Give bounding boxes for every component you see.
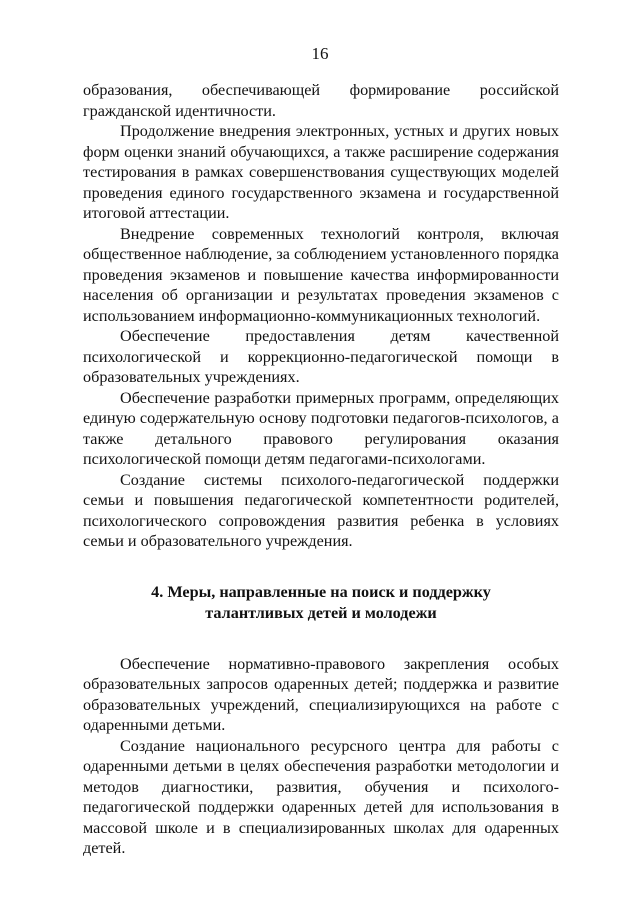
- paragraph-gifted-legal: Обеспечение нормативно-правового закрепления особых образовательных запросов одаренных детей; поддержка и развитие образовательных учреждений, специализирующихся на работе с одаренными детьми.: [83, 654, 559, 734]
- paragraph-control-technologies: Внедрение современных технологий контроля, включая общественное наблюдение, за соблюдением установленного порядка проведения экзаменов и повышение качества информированности населения об организации и результатах проведения экзаменов с использованием информационно-коммуникационных технологий.: [83, 224, 559, 325]
- page-number: 16: [311, 44, 329, 63]
- section-heading: [83, 582, 559, 624]
- paragraph-continuation: образования, обеспечивающей формирование российской гражданской идентичности.: [83, 81, 559, 120]
- paragraph-program-development: Обеспечение разработки примерных программ, определяющих единую содержательную основу подготовки педагогов-психологов, а также детального правового регулирования оказания психологической помощи детям педагогами-психологами.: [83, 388, 559, 468]
- document-body: [83, 80, 559, 859]
- paragraph-exam-forms: Продолжение внедрения электронных, устных и других новых форм оценки знаний обучающихся, а также расширение содержания тестирования в рамках совершенствования существующих моделей проведения единого государственного экзамена и государственной итоговой аттестации.: [83, 122, 559, 222]
- paragraph-psychological-help: Обеспечение предоставления детям качественной психологической и коррекционно-педагогической помощи в образовательных учреждениях.: [83, 327, 559, 386]
- section-heading-line-2: талантливых детей и молодежи: [205, 603, 437, 622]
- paragraph-family-support: Создание системы психолого-педагогической поддержки семьи и повышения педагогической компетентности родителей, психологического сопровождения развития ребенка в условиях семьи и образовательного учреждения.: [83, 470, 559, 550]
- paragraph-resource-center: Создание национального ресурсного центра для работы с одаренными детьми в целях обеспечения разработки методологии и методов диагностики, развития, обучения и психолого-педагогической поддержки одаренных детей для использования в массовой школе и в специализированных школах для одаренных детей.: [83, 736, 559, 857]
- section-heading-line-1: 4. Меры, направленные на поиск и поддержку: [151, 582, 491, 601]
